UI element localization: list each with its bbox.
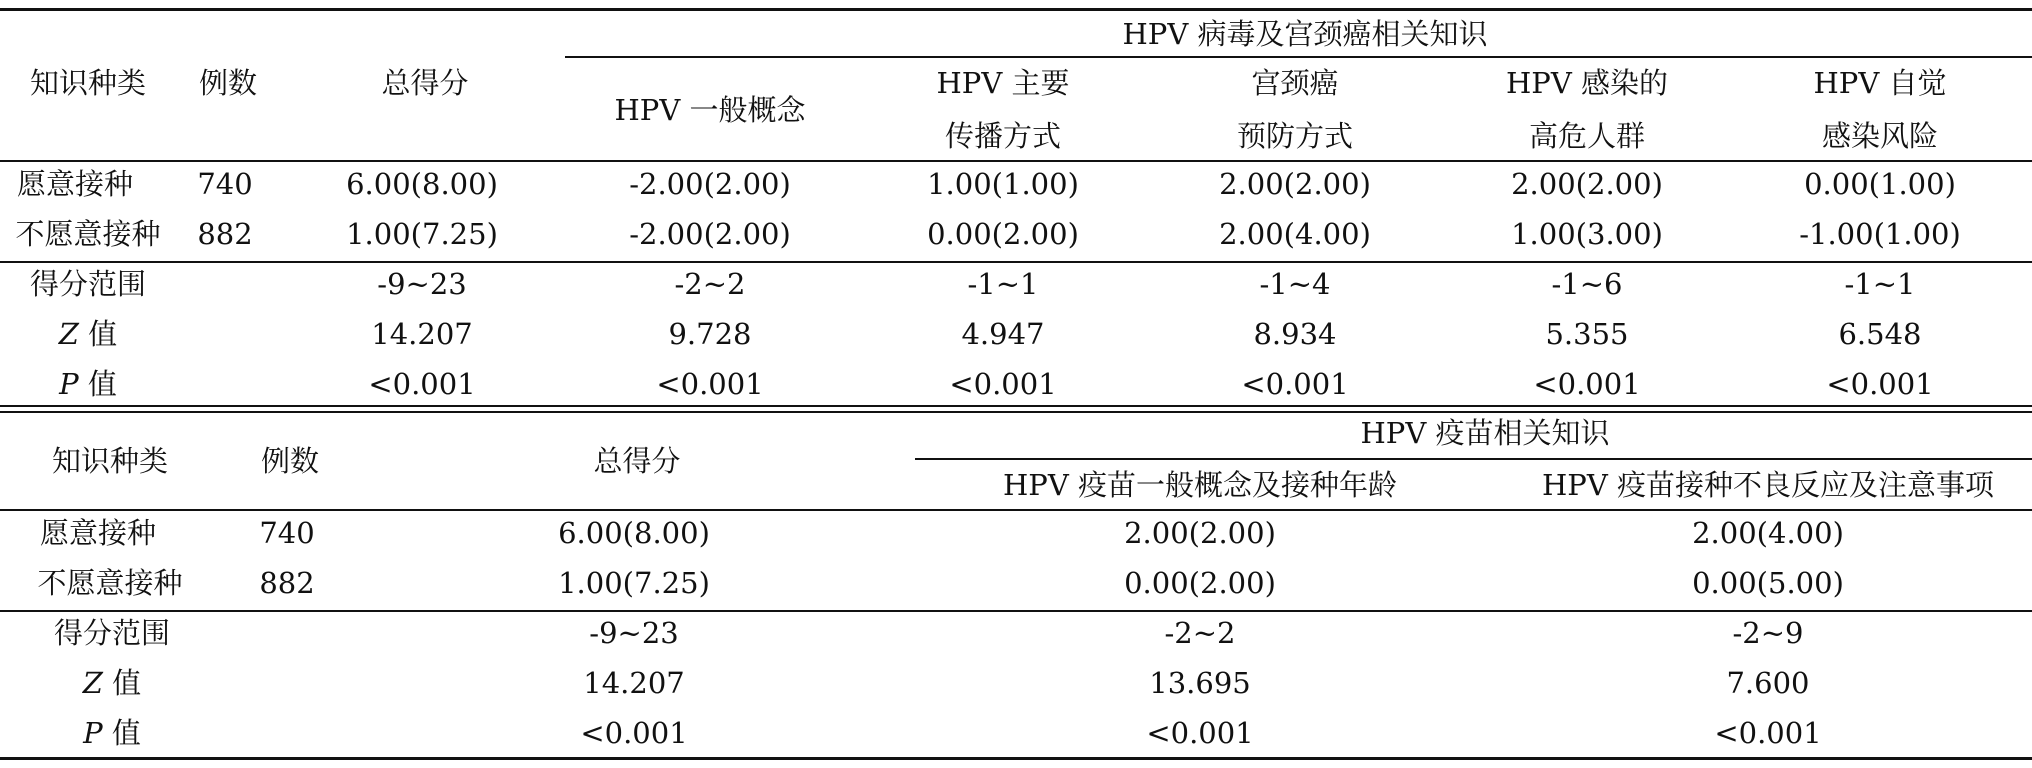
subcol-5-line2: 感染风险 — [1821, 119, 1939, 153]
stat-val: -1~6 — [1551, 267, 1623, 301]
stat-val: <0.001 — [1826, 367, 1934, 401]
stat-total: -9~23 — [377, 267, 467, 301]
row-val: -2.00(2.00) — [629, 217, 791, 251]
row-val: 1.00(3.00) — [1511, 217, 1663, 251]
row-val: 2.00(4.00) — [1692, 516, 1844, 550]
row-val: 0.00(5.00) — [1692, 566, 1844, 600]
row-label: 愿意接种 — [39, 516, 157, 550]
row-val: 0.00(2.00) — [927, 217, 1079, 251]
stat-label-p — [83, 715, 141, 751]
subcol-2-line2: 传播方式 — [944, 119, 1062, 153]
row-n: 882 — [259, 566, 315, 600]
stat-val: 7.600 — [1726, 666, 1810, 700]
stat-total: <0.001 — [580, 716, 688, 750]
stat-val: 4.947 — [961, 317, 1045, 351]
header-cases: 例数 — [260, 444, 320, 478]
stat-val: 9.728 — [668, 317, 752, 351]
stat-label: 得分范围 — [53, 616, 171, 650]
stat-val: <0.001 — [1533, 367, 1641, 401]
group-header: HPV 病毒及宫颈癌相关知识 — [1122, 17, 1488, 51]
stat-val: <0.001 — [949, 367, 1057, 401]
subcol-1: HPV 一般概念 — [614, 93, 806, 127]
stat-total: 14.207 — [583, 666, 685, 700]
stat-val: -2~2 — [1164, 616, 1236, 650]
row-label: 不愿意接种 — [37, 566, 183, 600]
subcol-4-line1: HPV 感染的 — [1506, 66, 1668, 100]
stat-label-z — [83, 665, 141, 701]
stat-symbol: P — [59, 367, 79, 401]
stat-label: 值 — [112, 666, 142, 700]
row-label: 不愿意接种 — [15, 217, 161, 251]
header-category: 知识种类 — [29, 66, 147, 100]
row-val: 2.00(4.00) — [1219, 217, 1371, 251]
stat-val: <0.001 — [1714, 716, 1822, 750]
stat-label: 得分范围 — [29, 267, 147, 301]
row-val: 2.00(2.00) — [1124, 516, 1276, 550]
subcol-3-line2: 预防方式 — [1236, 119, 1354, 153]
header-cases: 例数 — [198, 66, 258, 100]
stat-val: -2~2 — [674, 267, 746, 301]
header-rule — [0, 509, 2032, 511]
stat-label: 值 — [87, 367, 117, 401]
group-underline — [915, 458, 2032, 460]
stat-val: <0.001 — [1241, 367, 1349, 401]
stat-val: 8.934 — [1253, 317, 1337, 351]
bottom-rule — [0, 757, 2032, 760]
stat-val: 5.355 — [1545, 317, 1629, 351]
stat-label: 值 — [111, 716, 141, 750]
row-val: -2.00(2.00) — [629, 167, 791, 201]
stat-symbol: Z — [82, 666, 103, 700]
subcol-2: HPV 疫苗接种不良反应及注意事项 — [1542, 468, 1994, 502]
stat-val: -1~4 — [1259, 267, 1331, 301]
stat-val: <0.001 — [656, 367, 764, 401]
row-n: 882 — [197, 217, 253, 251]
group-header: HPV 疫苗相关知识 — [1360, 416, 1610, 450]
row-val: 1.00(1.00) — [927, 167, 1079, 201]
row-val: 0.00(2.00) — [1124, 566, 1276, 600]
row-label: 愿意接种 — [16, 167, 134, 201]
stat-val: 13.695 — [1149, 666, 1251, 700]
stat-total: -9~23 — [589, 616, 679, 650]
stat-symbol: Z — [58, 317, 79, 351]
row-val: 2.00(2.00) — [1219, 167, 1371, 201]
subcol-4-line2: 高危人群 — [1528, 119, 1646, 153]
stat-total: <0.001 — [368, 367, 476, 401]
row-total: 6.00(8.00) — [558, 516, 710, 550]
header-total: 总得分 — [593, 444, 681, 478]
stat-val: <0.001 — [1146, 716, 1254, 750]
row-n: 740 — [197, 167, 253, 201]
row-total: 1.00(7.25) — [558, 566, 710, 600]
stat-val: -1~1 — [967, 267, 1039, 301]
row-val: 2.00(2.00) — [1511, 167, 1663, 201]
row-n: 740 — [259, 516, 315, 550]
stat-total: 14.207 — [371, 317, 473, 351]
stats-rule — [0, 610, 2032, 612]
row-val: 0.00(1.00) — [1804, 167, 1956, 201]
subcol-5-line1: HPV 自觉 — [1813, 66, 1947, 100]
subcol-1: HPV 疫苗一般概念及接种年龄 — [1003, 468, 1397, 502]
subcol-3-line1: 宫颈癌 — [1251, 66, 1339, 100]
row-total: 1.00(7.25) — [346, 217, 498, 251]
row-val: -1.00(1.00) — [1799, 217, 1961, 251]
stat-val: 6.548 — [1838, 317, 1922, 351]
stat-symbol: P — [83, 716, 103, 750]
stat-val: -2~9 — [1732, 616, 1804, 650]
header-category: 知识种类 — [51, 444, 169, 478]
header-total: 总得分 — [381, 66, 469, 100]
stat-val: -1~1 — [1844, 267, 1916, 301]
stat-label: 值 — [88, 317, 118, 351]
subcol-2-line1: HPV 主要 — [936, 66, 1070, 100]
row-total: 6.00(8.00) — [346, 167, 498, 201]
